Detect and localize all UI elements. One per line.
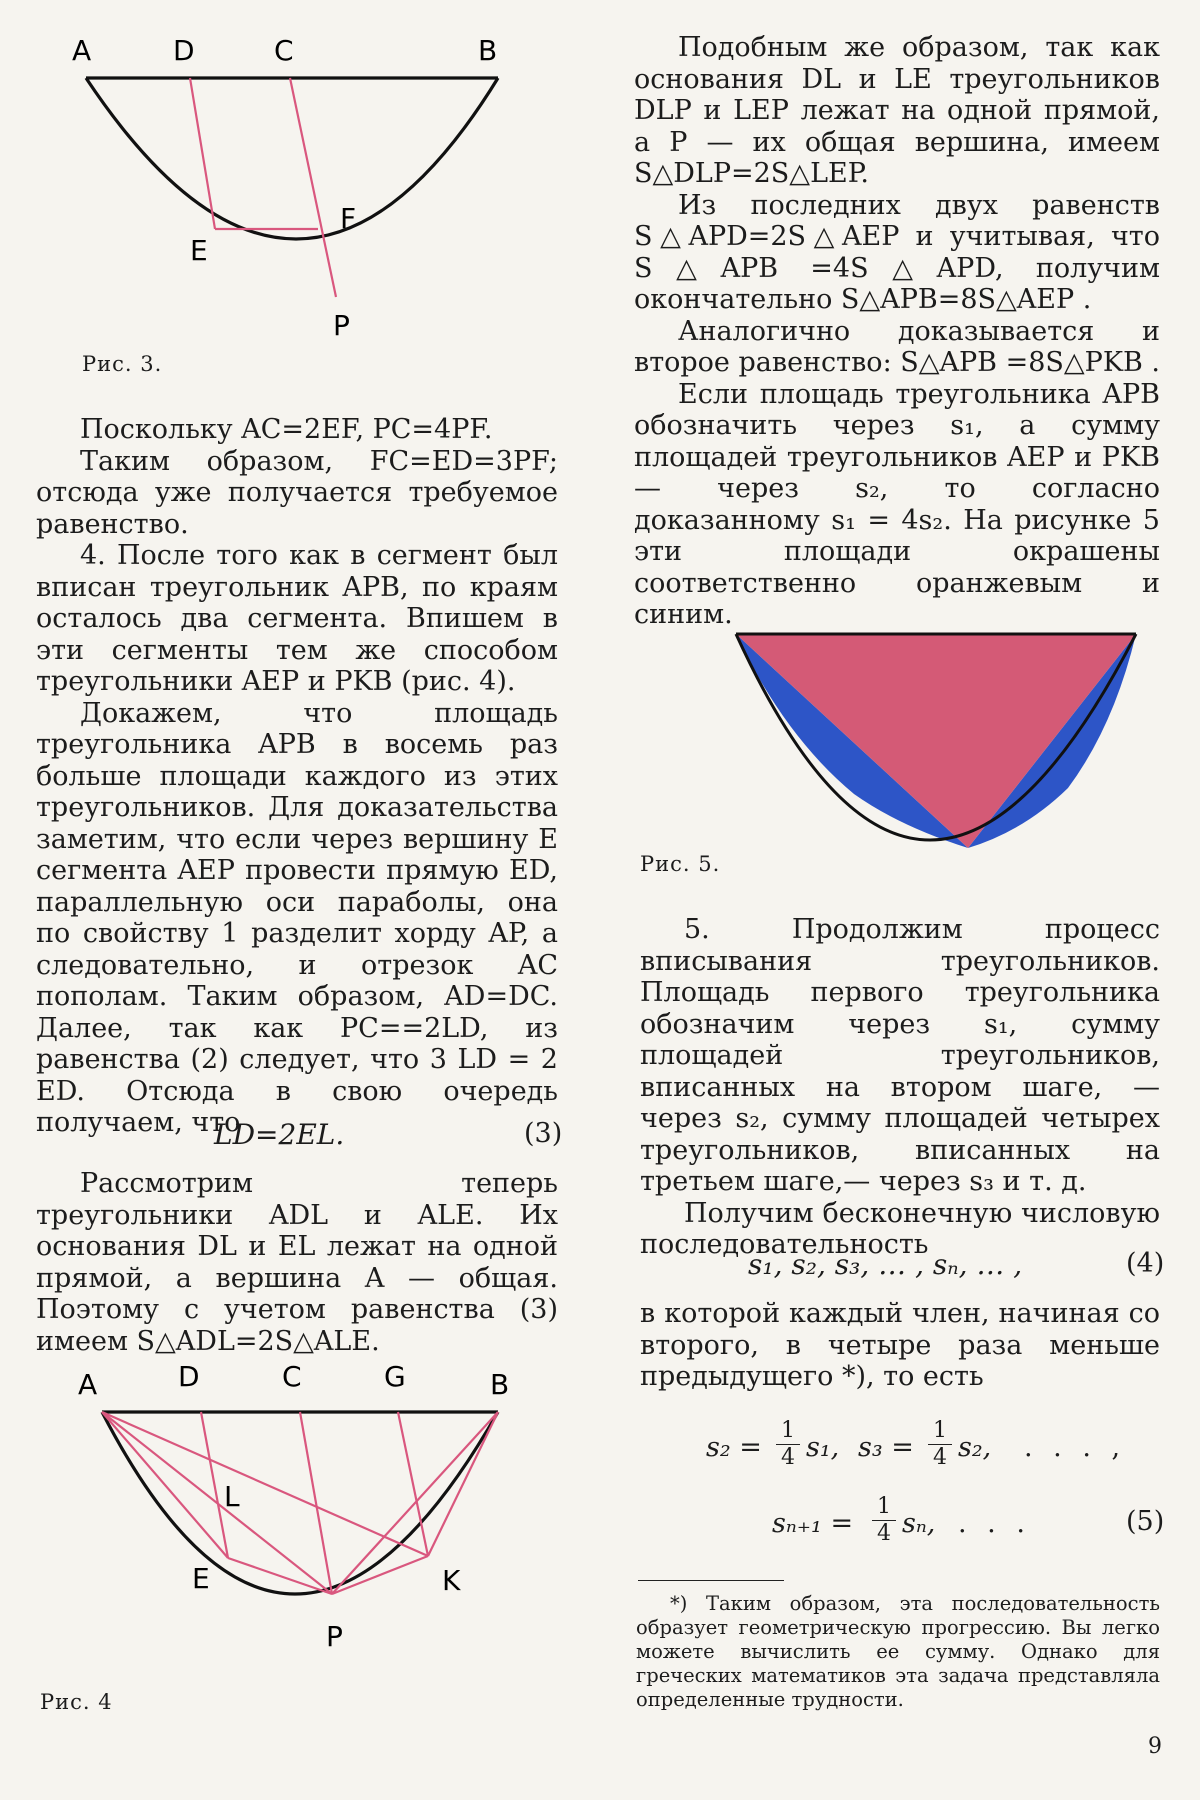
fig5-caption: Рис. 5. (640, 852, 721, 876)
left-paragraph-1: Поскольку AC=2EF, PC=4PF. (80, 414, 493, 445)
eq5a-frac1-num: 1 (776, 1418, 800, 1445)
fig3-label-e: E (190, 234, 208, 267)
right-paragraph-2: Из последних двух равенств S△APD=2S△AEP и учитывая, что S△APB =4S△APD, получим окончательно S△APB=8S△AEP . (634, 189, 1160, 315)
right-paragraph-3: Аналогично доказывается и второе равенство: S△APB =8S△PKB . (634, 315, 1160, 378)
right-column-top (634, 32, 1160, 631)
left-column-top (36, 414, 558, 1139)
right-column-middle (640, 914, 1160, 1261)
eq5a-rhs2: s₂, (958, 1432, 992, 1463)
right-paragraph-1: Подобным же образом, так как основания DL и LE треугольников DLP и LEP лежат на одной прямой, а P — их общая вершина, имеем S△DLP=2S△LEP. (634, 32, 1160, 189)
eq5a-dots: . . . , (1024, 1432, 1127, 1463)
fig3-label-a: A (72, 34, 92, 67)
eq5a-frac1-den: 4 (781, 1445, 795, 1470)
eq5a-frac1 (776, 1418, 800, 1471)
left-paragraph-4: Докажем, что площадь треугольника APB в восемь раз больше площади каждого из этих треугольников. Для доказательства заметим, что если через вершину E сегмента AEP провести прямую ED, параллельную оси параболы, она по свойству 1 разделит хорду AP, а следовательно, и отрезок AC пополам. Таким образом, AD=DC. Далее, так как PC==2LD, из равенства (2) следует, что 3 LD = 2 ED. Отсюда в свою очередь получаем, что (36, 697, 558, 1138)
fig4-label-a: A (78, 1368, 98, 1401)
left-column-bottom (36, 1168, 558, 1357)
fig3-label-p: P (333, 309, 350, 342)
equation-3: LD=2EL. (214, 1118, 345, 1151)
fig3-label-d: D (173, 34, 195, 67)
fig3-label-b: B (478, 34, 498, 67)
right-paragraph-5: 5. Продолжим процесс вписывания треугольников. Площадь первого треугольника обозначим через s₁, сумму площадей треугольников, вписанных на втором шаге, — через s₂, сумму площадей четырех треугольников, вписанных на третьем шаге,— через s₃ и т. д. (640, 914, 1160, 1197)
fig4-label-k: K (442, 1564, 461, 1597)
eq5b-lhs: sₙ₊₁ = (772, 1508, 854, 1539)
figure-5 (724, 626, 1144, 866)
fig4-label-e: E (192, 1562, 210, 1595)
right-paragraph-4: Если площадь треугольника APB обозначить через s₁, а сумму площадей треугольников AEP и PKB — через s₂, то согласно доказанному s₁ = 4s₂. На рисунке 5 эти площади окрашены соответственно оранжевым и синим. (634, 378, 1160, 630)
fig4-label-p: P (326, 1620, 343, 1653)
eq5a-rhs1: s₁, (806, 1432, 840, 1463)
fig3-label-f: F (340, 202, 357, 235)
fig3-parabola (86, 78, 498, 239)
fig3-line-cp (290, 78, 336, 297)
fig3-label-c: C (274, 34, 294, 67)
fig4-label-g: G (384, 1360, 406, 1393)
eq5a-lhs2: s₃ = (858, 1432, 914, 1463)
eq5b-dots: . . . (958, 1508, 1031, 1539)
page-number: 9 (1148, 1734, 1162, 1759)
fig4-label-l: L (224, 1480, 240, 1513)
eq5a-frac2 (928, 1418, 952, 1471)
eq5b-frac-den: 4 (877, 1521, 891, 1546)
equation-4: s₁, s₂, s₃, … , sₙ, … , (748, 1248, 1023, 1281)
footnote-rule (638, 1580, 784, 1581)
eq5b-rhs: sₙ, (902, 1508, 936, 1539)
fig4-label-d: D (178, 1360, 200, 1393)
fig4-caption: Рис. 4 (40, 1690, 113, 1714)
left-paragraph-3: 4. После того как в сегмент был вписан треугольник APB, по краям осталось два сегмента. Впишем в эти сегменты тем же способом треугольники AEP и PKB (рис. 4). (36, 540, 558, 697)
equation-3-number: (3) (524, 1118, 563, 1149)
eq5a-lhs1: s₂ = (706, 1432, 762, 1463)
figure-3 (50, 20, 510, 350)
figure-4 (60, 1356, 530, 1696)
fig4-label-b: B (490, 1368, 510, 1401)
footnote (636, 1592, 1160, 1712)
fig3-caption: Рис. 3. (82, 352, 163, 376)
eq5a-frac2-num: 1 (928, 1418, 952, 1445)
right-paragraph-6: Получим бесконечную числовую последовательность (640, 1197, 1160, 1260)
right-column-lower (640, 1298, 1160, 1393)
equation-5-number: (5) (1126, 1506, 1165, 1537)
right-paragraph-7: в которой каждый член, начиная со второго, в четыре раза меньше предыдущего *), то есть (640, 1298, 1160, 1392)
eq5a-frac2-den: 4 (933, 1445, 947, 1470)
left-paragraph-2: Таким образом, FC=ED=3PF; отсюда уже получается требуемое равенство. (36, 445, 558, 540)
left-paragraph-5: Рассмотрим теперь треугольники ADL и ALE. Их основания DL и EL лежат на одной прямой, а вершина A — общая. Поэтому с учетом равенства (3) имеем S△ADL=2S△ALE. (36, 1168, 558, 1357)
fig4-label-c: C (282, 1360, 302, 1393)
equation-4-number: (4) (1126, 1248, 1165, 1279)
footnote-text: *) Таким образом, эта последовательность образует геометрическую прогрессию. Вы легко можете вычислить ее сумму. Однако для греческих математиков эта задача представляла определенные трудности. (636, 1592, 1160, 1711)
eq5b-frac-num: 1 (872, 1494, 896, 1521)
eq5b-frac (872, 1494, 896, 1547)
